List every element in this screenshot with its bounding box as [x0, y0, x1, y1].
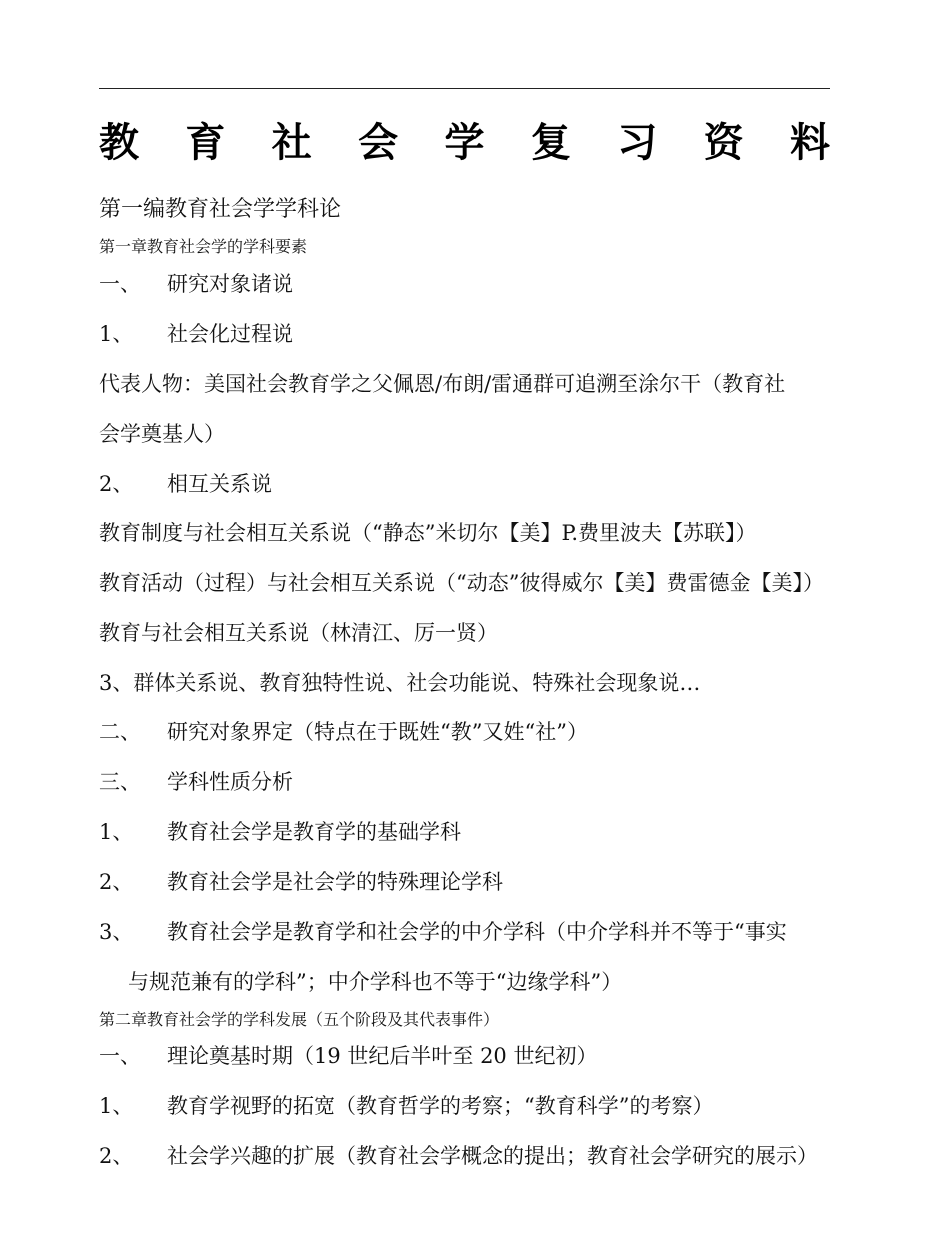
title-char: 料 [790, 120, 830, 166]
item-text: 社会化过程说 [167, 322, 293, 346]
part-heading: 第一编教育社会学学科论 [99, 197, 342, 222]
paragraph-line: 教育活动（过程）与社会相互关系说（“动态”彼得威尔【美】费雷德金【美】） [99, 571, 824, 595]
section-heading [99, 1041, 597, 1071]
paragraph-line: 教育与社会相互关系说（林清江、厉一贤） [99, 621, 498, 645]
paragraph-line: 教育制度与社会相互关系说（“静态”米切尔【美】P.费里波夫【苏联】） [99, 521, 757, 545]
item-number: 2、 [99, 1144, 134, 1168]
section-heading [99, 717, 588, 747]
item-text: 社会学兴趣的扩展（教育社会学概念的提出；教育社会学研究的展示） [167, 1144, 818, 1168]
section-heading [99, 767, 293, 797]
section-text: 学科性质分析 [167, 770, 293, 794]
section-number: 一、 [99, 272, 141, 296]
item-text: 教育学视野的拓宽（教育哲学的考察；“教育科学”的考察） [167, 1094, 714, 1118]
list-item-continuation: 与规范兼有的学科”；中介学科也不等于“边缘学科”） [128, 970, 623, 994]
chapter-heading: 第一章教育社会学的学科要素 [99, 237, 308, 256]
paragraph-line: 3、群体关系说、教育独特性说、社会功能说、特殊社会现象说… [99, 671, 701, 695]
title-char: 育 [185, 120, 226, 166]
item-number: 1、 [99, 820, 134, 844]
paragraph-line: 代表人物：美国社会教育学之父佩恩/布朗/雷通群可追溯至涂尔干（教育社 [99, 372, 786, 396]
item-number: 3、 [99, 920, 134, 944]
header-rule [99, 88, 830, 89]
section-text: 理论奠基时期（19 世纪后半叶至 20 世纪初） [167, 1044, 598, 1068]
item-text: 相互关系说 [167, 472, 272, 496]
item-text: 教育社会学是教育学的基础学科 [167, 820, 461, 844]
title-char: 资 [703, 120, 744, 166]
section-number: 三、 [99, 770, 141, 794]
section-number: 二、 [99, 720, 141, 744]
list-item [99, 917, 787, 947]
chapter-heading: 第二章教育社会学的学科发展（五个阶段及其代表事件） [99, 1010, 500, 1029]
paragraph-line: 会学奠基人） [99, 422, 225, 446]
title-char: 习 [617, 120, 658, 166]
item-number: 2、 [99, 472, 134, 496]
title-char: 学 [444, 120, 485, 166]
list-item [99, 1091, 713, 1121]
item-number: 1、 [99, 1094, 134, 1118]
item-text: 教育社会学是教育学和社会学的中介学科（中介学科并不等于“事实 [167, 920, 787, 944]
item-number: 1、 [99, 322, 134, 346]
list-item [99, 319, 293, 349]
list-item [99, 817, 461, 847]
title-char: 会 [358, 120, 399, 166]
section-text: 研究对象界定（特点在于既姓“教”又姓“社”） [167, 720, 588, 744]
section-heading [99, 269, 293, 299]
document-title [99, 118, 830, 168]
section-text: 研究对象诸说 [167, 272, 293, 296]
title-char: 复 [530, 120, 571, 166]
item-number: 2、 [99, 870, 134, 894]
list-item [99, 867, 503, 897]
section-number: 一、 [99, 1044, 141, 1068]
title-char: 教 [99, 120, 139, 166]
item-text: 教育社会学是社会学的特殊理论学科 [167, 870, 503, 894]
list-item [99, 469, 272, 499]
list-item [99, 1141, 818, 1171]
title-char: 社 [271, 120, 312, 166]
